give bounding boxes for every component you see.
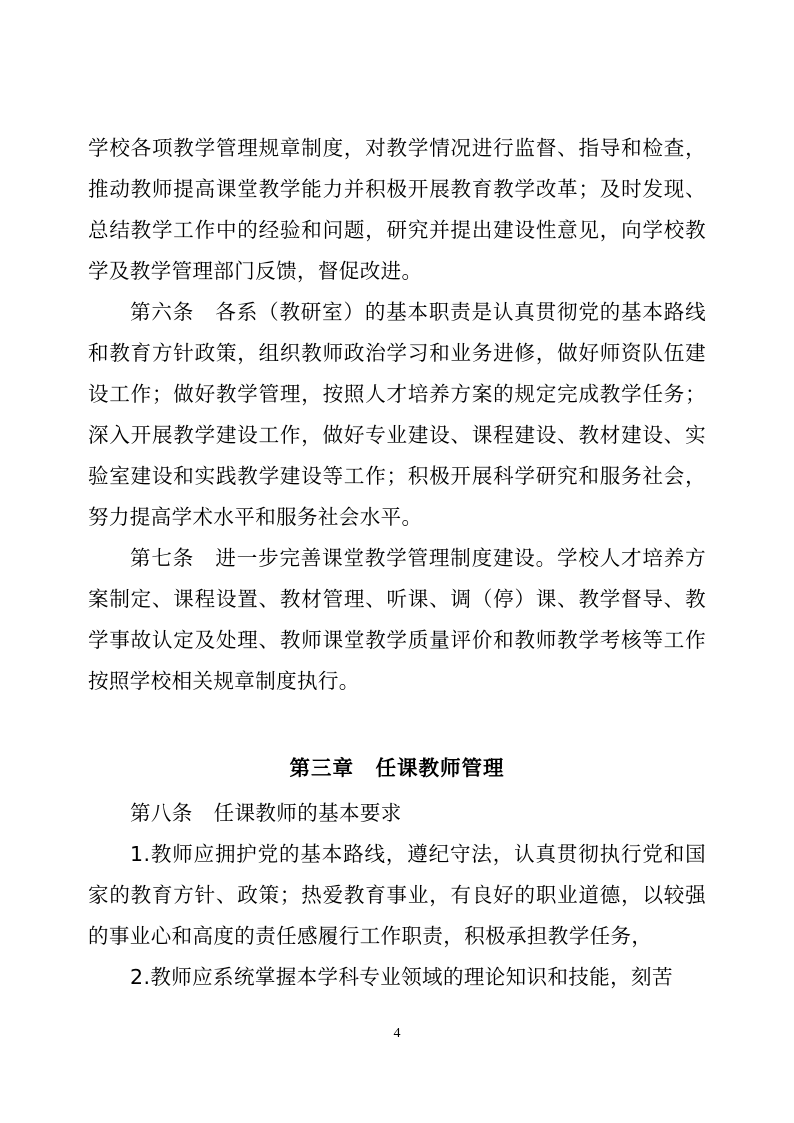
page-number: 4 [393, 1026, 401, 1041]
paragraph-article-eight: 第八条 任课教师的基本要求 [130, 801, 402, 825]
paragraph-item-2: 2.教师应系统掌握本学科专业领域的理论知识和技能，刻苦 [130, 965, 673, 989]
paragraph-article-six: 第六条 各系（教研室）的基本职责是认真贯彻党的基本路线和教育方针政策，组织教师政治学习和业务进修，做好师资队伍建设工作；做好教学管理，按照人才培养方案的规定完成教学任务；深入开展教学建设工作，做好专业建设、课程建设、教材建设、实验室建设和实践教学建设等工作；积极开展科学研究和服务社会，努力提高学术水平和服务社会水平。 [88, 300, 706, 529]
paragraph-continuation: 学校各项教学管理规章制度，对教学情况进行监督、指导和检查，推动教师提高课堂教学能力并积极开展教育教学改革；及时发现、总结教学工作中的经验和问题，研究并提出建设性意见，向学校教学及教学管理部门反馈，督促改进。 [88, 136, 706, 283]
spacer-above-heading [88, 702, 706, 748]
paragraph-article-seven: 第七条 进一步完善课堂教学管理制度建设。学校人才培养方案制定、课程设置、教材管理、听课、调（停）课、教学督导、教学事故认定及处理、教师课堂教学质量评价和教师教学考核等工作按照学校相关规章制度执行。 [88, 546, 706, 693]
chapter-heading: 第三章 任课教师管理 [289, 756, 505, 780]
paragraph-item-1: 1.教师应拥护党的基本路线，遵纪守法，认真贯彻执行党和国家的教育方针、政策；热爱教育事业，有良好的职业道德，以较强的事业心和高度的责任感履行工作职责，积极承担教学任务， [88, 842, 706, 948]
document-body [88, 128, 706, 998]
